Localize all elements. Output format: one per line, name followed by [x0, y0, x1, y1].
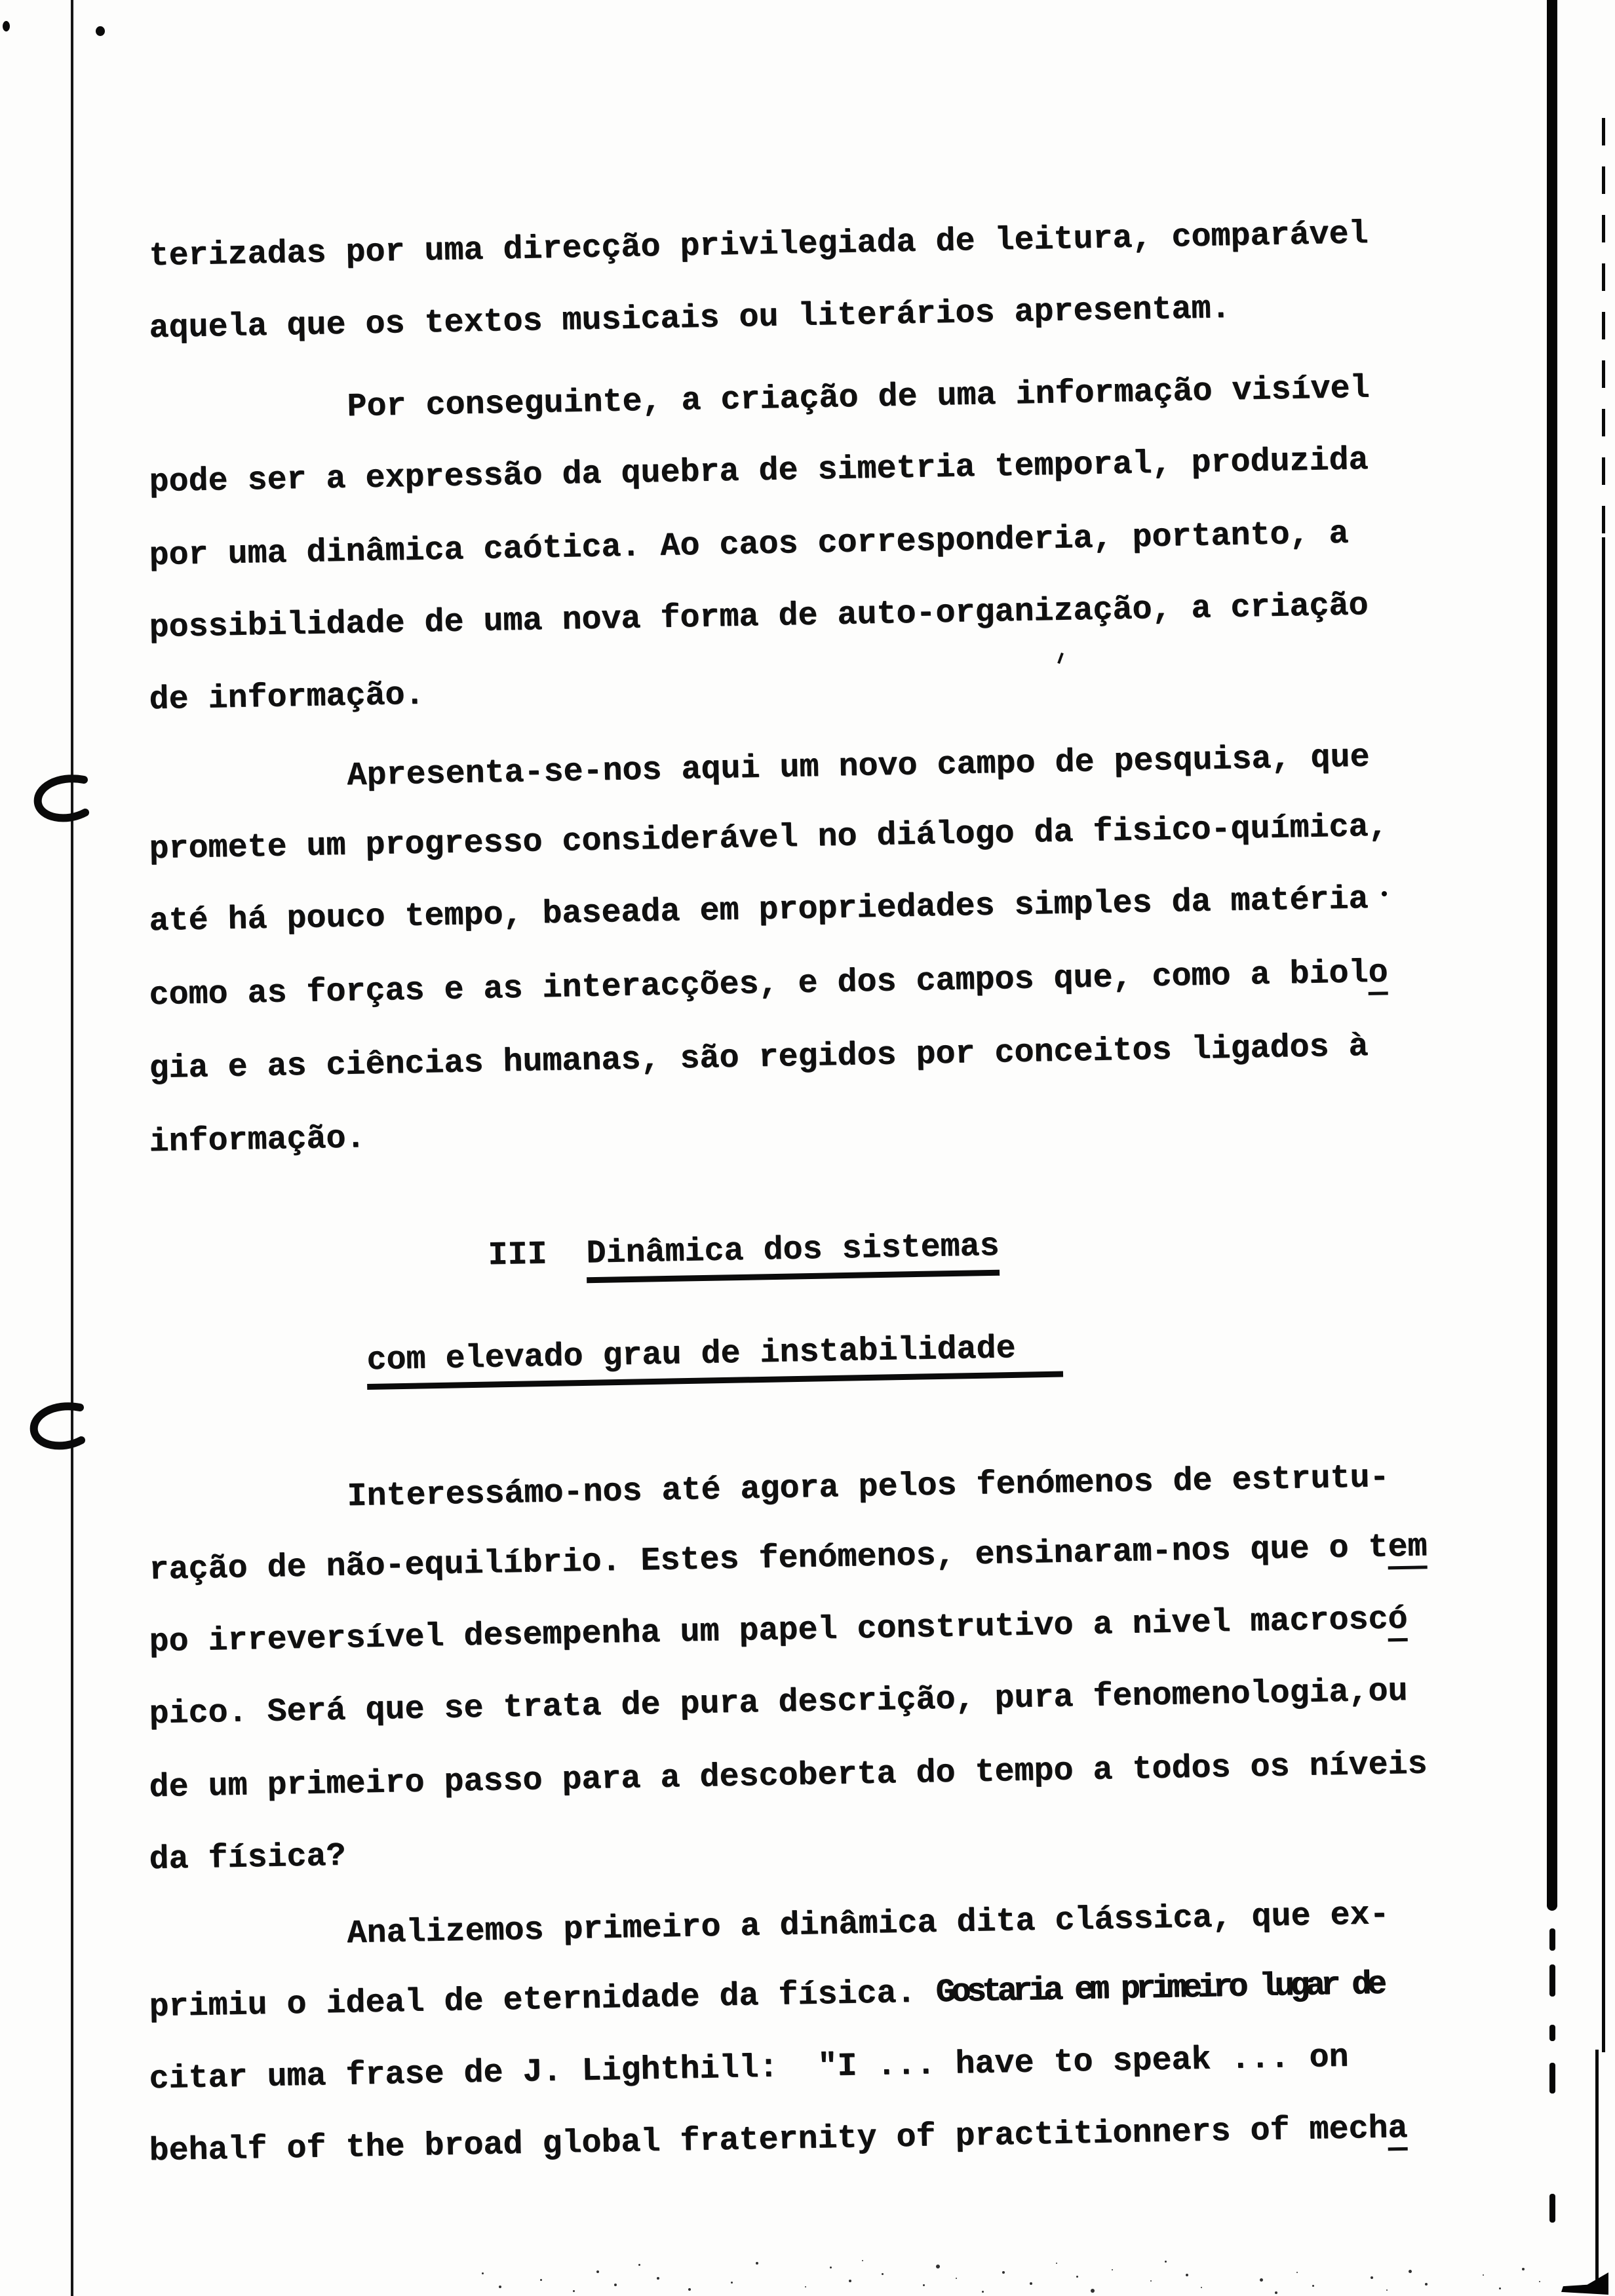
text-run: pico. Será que se trata de pura descrição, pura fenomenologia,ou	[148, 1672, 1408, 1734]
text-run: Interessámo-nos até agora pelos fenómenos de estrutu-	[346, 1459, 1390, 1516]
text-line	[149, 1966, 1383, 2027]
text-line	[149, 1120, 366, 1162]
underlined-run: o	[1368, 954, 1388, 995]
text-run: aquela que os textos musicais ou literários apresentam.	[148, 290, 1231, 348]
text-line	[149, 290, 1231, 348]
text-run: de um primeiro passo para a descoberta do tempo a todos os níveis	[148, 1746, 1428, 1807]
text-line	[149, 676, 425, 719]
text-line	[149, 2110, 1408, 2171]
text-line	[149, 515, 1349, 575]
ink-dot-after-materia	[1382, 891, 1387, 896]
text-run: promete um progresso considerável no diálogo da fisico-química,	[148, 808, 1388, 869]
left-margin-line	[71, 0, 73, 2296]
heading-number: III	[487, 1235, 587, 1275]
text-line	[149, 587, 1369, 647]
text-run: Analizemos primeiro a dinâmica dita clássica, que ex-	[346, 1896, 1390, 1953]
text-run: Por conseguinte, a criação de uma informação visível	[346, 370, 1370, 427]
text-run: ração de não-equilíbrio. Estes fenómenos, ensinaram-nos que o t	[148, 1529, 1388, 1590]
text-line	[149, 1601, 1408, 1662]
text-run: citar uma frase de J. Lighthill: "I ... have to speak ... on	[148, 2038, 1349, 2099]
right-scan-bar-dash	[1549, 2025, 1555, 2041]
text-line	[149, 2038, 1349, 2099]
text-run: behalf of the broad global fraternity of practitionners of mech	[148, 2110, 1388, 2171]
right-scan-bar-dash	[1549, 2194, 1555, 2223]
text-line	[347, 1459, 1390, 1516]
heading-title-underlined: Dinâmica dos sistemas	[586, 1228, 1000, 1284]
right-scan-bar-dash	[1549, 1928, 1555, 1951]
right-edge-line-lower	[1595, 2050, 1599, 2284]
right-scan-bar	[1547, 0, 1557, 1911]
text-line	[149, 954, 1388, 1015]
handwritten-margin-mark-1	[30, 775, 98, 830]
text-line	[149, 1673, 1408, 1734]
text-line	[347, 738, 1370, 795]
text-run: até há pouco tempo, baseada em propriedades simples da matéria	[148, 880, 1369, 941]
heading-subtitle-underlined: com elevado grau de instabilidade	[366, 1330, 1063, 1390]
text-line	[347, 1896, 1390, 1953]
right-edge-line-foot	[1561, 2272, 1608, 2295]
text-run: po irreversível desempenha um papel construtivo a nivel macrosc	[148, 1601, 1388, 1662]
section-heading-line-1	[488, 1228, 1000, 1275]
text-run: terizadas por uma direcção privilegiada de leitura, comparável	[148, 215, 1369, 276]
right-edge-line-broken	[1602, 118, 1605, 537]
text-run: pode ser a expressão da quebra de simetria temporal, produzida	[148, 441, 1369, 502]
right-scan-bar-dash	[1549, 2063, 1555, 2094]
text-line	[149, 1028, 1369, 1088]
text-line	[149, 1746, 1428, 1807]
ink-dot	[96, 26, 105, 36]
handwritten-margin-mark-2	[26, 1402, 94, 1457]
section-heading-line-2	[366, 1330, 1063, 1380]
text-run: Apresenta-se-nos aqui um novo campo de pesquisa, que	[346, 738, 1370, 795]
overtyped-run: Gostaria em primeiro lugar de	[935, 1966, 1383, 2012]
text-run: gia e as ciências humanas, são regidos por conceitos ligados à	[148, 1027, 1369, 1088]
ink-dot	[3, 21, 10, 31]
underlined-run: ó	[1388, 1601, 1408, 1642]
right-edge-line	[1602, 537, 1605, 2052]
text-line	[149, 1528, 1428, 1590]
text-run: de informação.	[148, 676, 425, 719]
text-run: informação.	[148, 1119, 366, 1162]
text-line	[149, 881, 1369, 941]
right-scan-bar-dash	[1549, 1964, 1555, 1997]
text-line	[149, 1838, 346, 1879]
underlined-run: a	[1388, 2110, 1408, 2151]
text-line	[149, 216, 1369, 276]
text-run: primiu o ideal de eternidade da física.	[148, 1974, 936, 2027]
text-run: possibilidade de uma nova forma de auto-organização, a criação	[148, 586, 1369, 647]
small-pen-tick	[1057, 653, 1064, 664]
text-line	[149, 808, 1388, 869]
underlined-run: em	[1388, 1528, 1428, 1569]
text-run: por uma dinâmica caótica. Ao caos corresponderia, portanto, a	[148, 515, 1349, 575]
text-run: como as forças e as interacções, e dos campos que, como a biol	[148, 954, 1369, 1015]
text-line	[347, 370, 1370, 427]
text-line	[149, 442, 1369, 502]
text-run: da física?	[148, 1837, 346, 1879]
